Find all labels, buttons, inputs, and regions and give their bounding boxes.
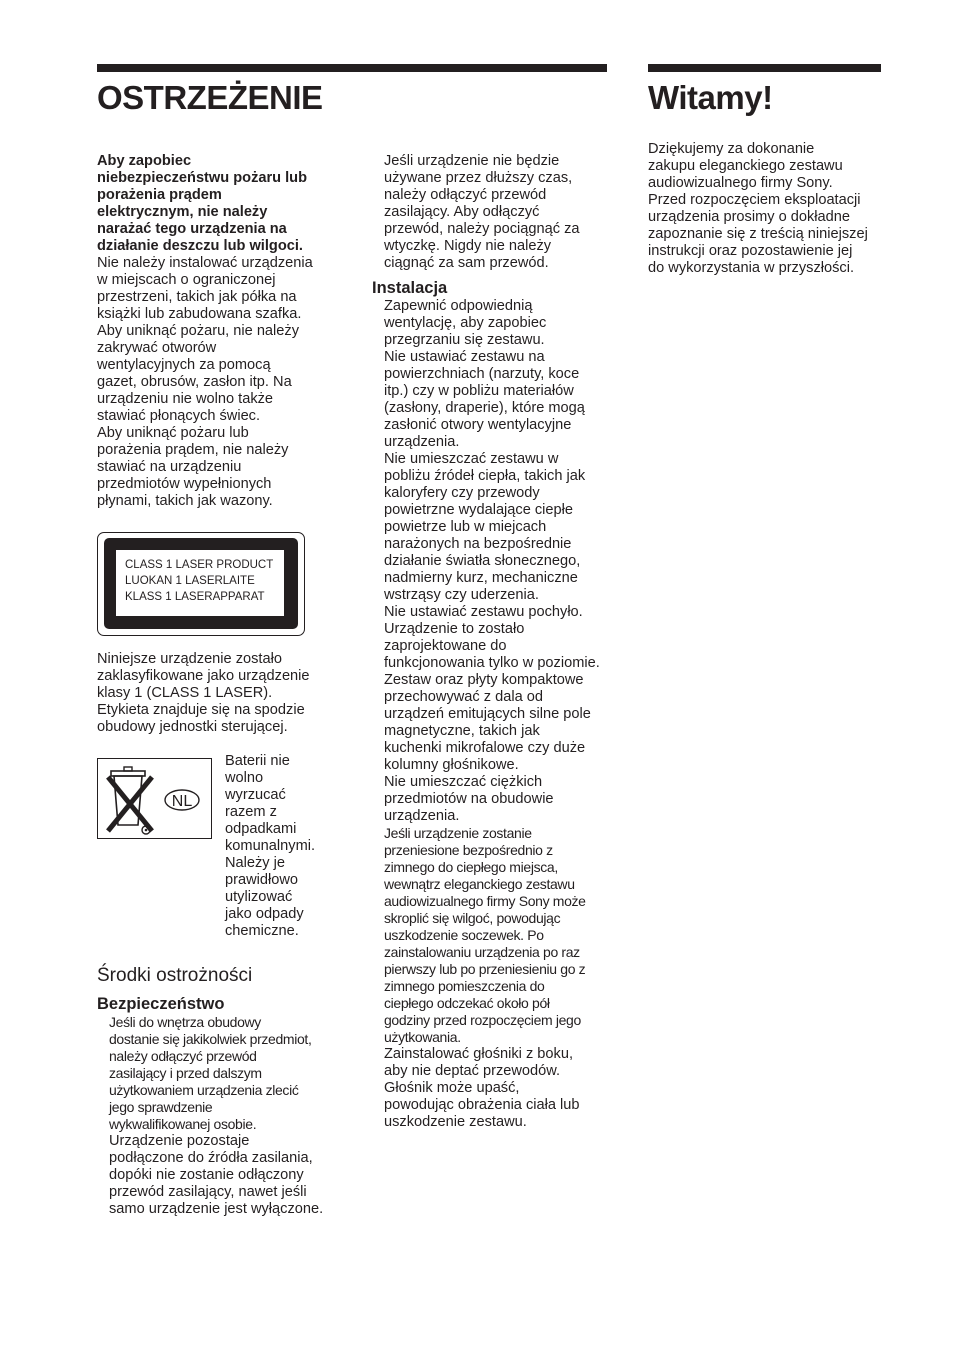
text-line: działanie światła słonecznego,: [384, 553, 581, 569]
text-line: zasilający. Aby odłączyć: [384, 204, 540, 220]
text-line: Aby uniknąć pożaru lub: [97, 425, 249, 441]
text-line: porażenia prądem: [97, 187, 222, 203]
text-line: Nie umieszczać ciężkich: [384, 774, 543, 790]
warning-body-text: [97, 255, 347, 510]
text-line: ciągnąć za sam przewód.: [384, 255, 549, 271]
text-line: kolumny głośnikowe.: [384, 757, 519, 773]
text-line: jego sprawdzenie: [109, 1099, 213, 1115]
text-line: zaprojektowane do: [384, 638, 507, 654]
text-line: funkcjonowania tylko w poziomie.: [384, 655, 600, 671]
text-line: książki lub zabudowana szafka.: [97, 306, 302, 322]
text-line: Jeśli urządzenie nie będzie: [384, 153, 560, 169]
text-line: do wykorzystania w przyszłości.: [648, 260, 854, 276]
text-line: ciepłego odczekać około pół: [384, 995, 550, 1011]
text-line: itp.) czy w pobliżu materiałów: [384, 383, 574, 399]
power-connection-text: [97, 1133, 347, 1218]
text-line: wykwalifikowanej osobie.: [109, 1116, 257, 1132]
text-line: komunalnymi.: [225, 838, 316, 854]
text-line: urządzenia prosimy o dokładne: [648, 209, 850, 225]
text-line: zaklasyfikowane jako urządzenie: [97, 668, 310, 684]
text-line: prawidłowo: [225, 872, 299, 888]
text-line: niebezpieczeństwu pożaru lub: [97, 170, 308, 186]
text-line: urządzenia.: [384, 434, 460, 450]
text-line: zasilający i przed dalszym: [109, 1065, 262, 1081]
text-line: pobliżu źródeł ciepła, takich jak: [384, 468, 586, 484]
battery-disposal-text: [225, 753, 345, 940]
text-line: zakupu eleganckiego zestawu: [648, 158, 843, 174]
laser-label-line: KLASS 1 LASERAPPARAT: [125, 591, 265, 603]
text-line: Dziękujemy za dokonanie: [648, 141, 815, 157]
precautions-heading: Środki ostrożności: [97, 965, 253, 986]
text-line: używane przez dłuższy czas,: [384, 170, 573, 186]
text-line: wentylacyjnych za pomocą: [97, 357, 271, 373]
text-line: płynami, takich jak wazony.: [97, 493, 273, 509]
text-line: gazet, obrusów, zasłon itp. Na: [97, 374, 292, 390]
text-line: elektrycznym, nie należy: [97, 204, 268, 220]
laser-class-label: [116, 550, 284, 616]
text-line: odpadkami: [225, 821, 297, 837]
text-line: klasy 1 (CLASS 1 LASER).: [97, 685, 273, 701]
safety-text: [97, 1014, 347, 1133]
installation-text: [372, 298, 612, 825]
text-line: powietrzne wydalające ciepłe: [384, 502, 574, 518]
text-line: narażać tego urządzenia na: [97, 221, 287, 237]
laser-label-line: LUOKAN 1 LASERLAITE: [125, 575, 255, 587]
text-line: działanie deszczu lub wilgoci.: [97, 238, 303, 254]
text-line: Urządzenie pozostaje: [109, 1133, 250, 1149]
text-line: wentylację, aby zapobiec: [384, 315, 547, 331]
text-line: zimnego do ciepłego miejsca,: [384, 859, 558, 875]
text-line: urządzeniu nie wolno także: [97, 391, 274, 407]
condensation-text: [372, 825, 612, 1046]
welcome-title: Witamy!: [648, 79, 773, 116]
unplug-text: [372, 153, 612, 272]
text-line: Należy je: [225, 855, 286, 871]
text-line: kaloryfery czy przewody: [384, 485, 540, 501]
middle-column: [372, 153, 612, 1131]
text-line: wyrzucać: [225, 787, 286, 803]
text-line: urządzenia.: [384, 808, 460, 824]
text-line: Urządzenie to zostało: [384, 621, 525, 637]
crossed-bin-svg: [98, 759, 210, 837]
text-line: Przed rozpoczęciem eksploatacji: [648, 192, 861, 208]
text-line: Nie ustawiać zestawu pochyło.: [384, 604, 583, 620]
text-line: zapoznanie się z treścią niniejszej: [648, 226, 868, 242]
text-line: samo urządzenie jest wyłączone.: [109, 1201, 324, 1217]
text-line: Niniejsze urządzenie zostało: [97, 651, 282, 667]
text-line: magnetyczne, takich jak: [384, 723, 540, 739]
text-line: przewód zasilający, nawet jeśli: [109, 1184, 307, 1200]
text-line: użytkowania.: [384, 1029, 461, 1045]
text-line: obudowy jednostki sterującej.: [97, 719, 288, 735]
laser-label-line: CLASS 1 LASER PRODUCT: [125, 559, 274, 571]
text-line: przedmiotów na obudowie: [384, 791, 554, 807]
text-line: Jeśli urządzenie zostanie: [384, 825, 532, 841]
text-line: w miejscach o ograniczonej: [97, 272, 276, 288]
text-line: audiowizualnego firmy Sony.: [648, 175, 833, 191]
text-line: użytkowaniem urządzenia zlecić: [109, 1082, 299, 1098]
text-line: audiowizualnego firmy Sony może: [384, 893, 586, 909]
text-line: wewnątrz eleganckiego zestawu: [384, 876, 575, 892]
text-line: dopóki nie zostanie odłączony: [109, 1167, 304, 1183]
text-line: Aby uniknąć pożaru, nie należy: [97, 323, 300, 339]
text-line: skroplić się wilgoć, powodując: [384, 910, 561, 926]
text-line: aby nie deptać przewodów.: [384, 1063, 561, 1079]
text-line: powierzchniach (narzuty, koce: [384, 366, 580, 382]
text-line: przewód, należy pociągnąć za: [384, 221, 580, 237]
warning-section: [97, 153, 347, 510]
speaker-text: [372, 1046, 612, 1131]
battery-symbol-code: NL: [171, 793, 193, 810]
text-line: pierwszy lub po przeniesieniu go z: [384, 961, 586, 977]
text-line: instrukcji oraz pozostawienie jej: [648, 243, 853, 259]
text-line: uszkodzenie zestawu.: [384, 1114, 527, 1130]
text-line: Zainstalować głośniki z boku,: [384, 1046, 573, 1062]
text-line: przestrzeni, takich jak półka na: [97, 289, 297, 305]
text-line: kuchenki mikrofalowe czy duże: [384, 740, 586, 756]
text-line: Baterii nie: [225, 753, 290, 769]
text-line: utylizować: [225, 889, 293, 905]
safety-heading: Bezpieczeństwo: [97, 995, 225, 1013]
text-line: jako odpady: [225, 906, 304, 922]
text-line: Głośnik może upaść,: [384, 1080, 520, 1096]
text-line: powodując obrażenia ciała lub: [384, 1097, 580, 1113]
right-header-rule: [648, 64, 881, 72]
text-line: nadmierny kurz, mechaniczne: [384, 570, 578, 586]
text-line: Nie należy instalować urządzenia: [97, 255, 313, 271]
text-line: urządzeń emitujących silne pole: [384, 706, 591, 722]
text-line: Jeśli do wnętrza obudowy: [109, 1014, 261, 1030]
text-line: Etykieta znajduje się na spodzie: [97, 702, 305, 718]
text-line: (zasłony, draperie), które mogą: [384, 400, 585, 416]
welcome-text: [648, 141, 888, 277]
warning-bold-text: [97, 153, 347, 255]
crossed-bin-icon: [97, 758, 212, 839]
text-line: Aby zapobiec: [97, 153, 192, 169]
precautions-section: [97, 965, 347, 1218]
text-line: należy odłączyć przewód: [109, 1048, 257, 1064]
text-line: uszkodzenie soczewek. Po: [384, 927, 544, 943]
text-line: powietrze lub w miejcach: [384, 519, 547, 535]
text-line: Zestaw oraz płyty kompaktowe: [384, 672, 584, 688]
text-line: stawiać płonących świec.: [97, 408, 261, 424]
text-line: razem z: [225, 804, 277, 820]
text-line: należy odłączyć przewód: [384, 187, 547, 203]
left-header-rule: [97, 64, 607, 72]
text-line: porażenia prądem, nie należy: [97, 442, 289, 458]
text-line: przeniesione bezpośrednio z: [384, 842, 553, 858]
text-line: godziny przed rozpoczęciem jego: [384, 1012, 581, 1028]
text-line: zimnego pomieszczenia do: [384, 978, 545, 994]
text-line: przechowywać z dala od: [384, 689, 543, 705]
warning-title: OSTRZEŻENIE: [97, 79, 323, 116]
text-line: Zapewnić odpowiednią: [384, 298, 533, 314]
text-line: narażonych na bezpośrednie: [384, 536, 572, 552]
text-line: przedmiotów wypełnionych: [97, 476, 272, 492]
text-line: stawiać na urządzeniu: [97, 459, 242, 475]
text-line: Nie ustawiać zestawu na: [384, 349, 545, 365]
installation-heading: Instalacja: [372, 279, 448, 297]
text-line: zainstalowaniu urządzenia po raz: [384, 944, 580, 960]
text-line: dostanie się jakikolwiek przedmiot,: [109, 1031, 312, 1047]
text-line: chemiczne.: [225, 923, 299, 939]
text-line: zasłonić otwory wentylacyjne: [384, 417, 572, 433]
text-line: wolno: [225, 770, 264, 786]
text-line: wstrząsy czy uderzenia.: [384, 587, 539, 603]
text-line: zakrywać otworów: [97, 340, 217, 356]
laser-class-text: [97, 651, 347, 736]
text-line: Nie umieszczać zestawu w: [384, 451, 559, 467]
text-line: przegrzaniu się zestawu.: [384, 332, 545, 348]
text-line: wtyczkę. Nigdy nie należy: [384, 238, 552, 254]
text-line: podłączone do źródła zasilania,: [109, 1150, 313, 1166]
